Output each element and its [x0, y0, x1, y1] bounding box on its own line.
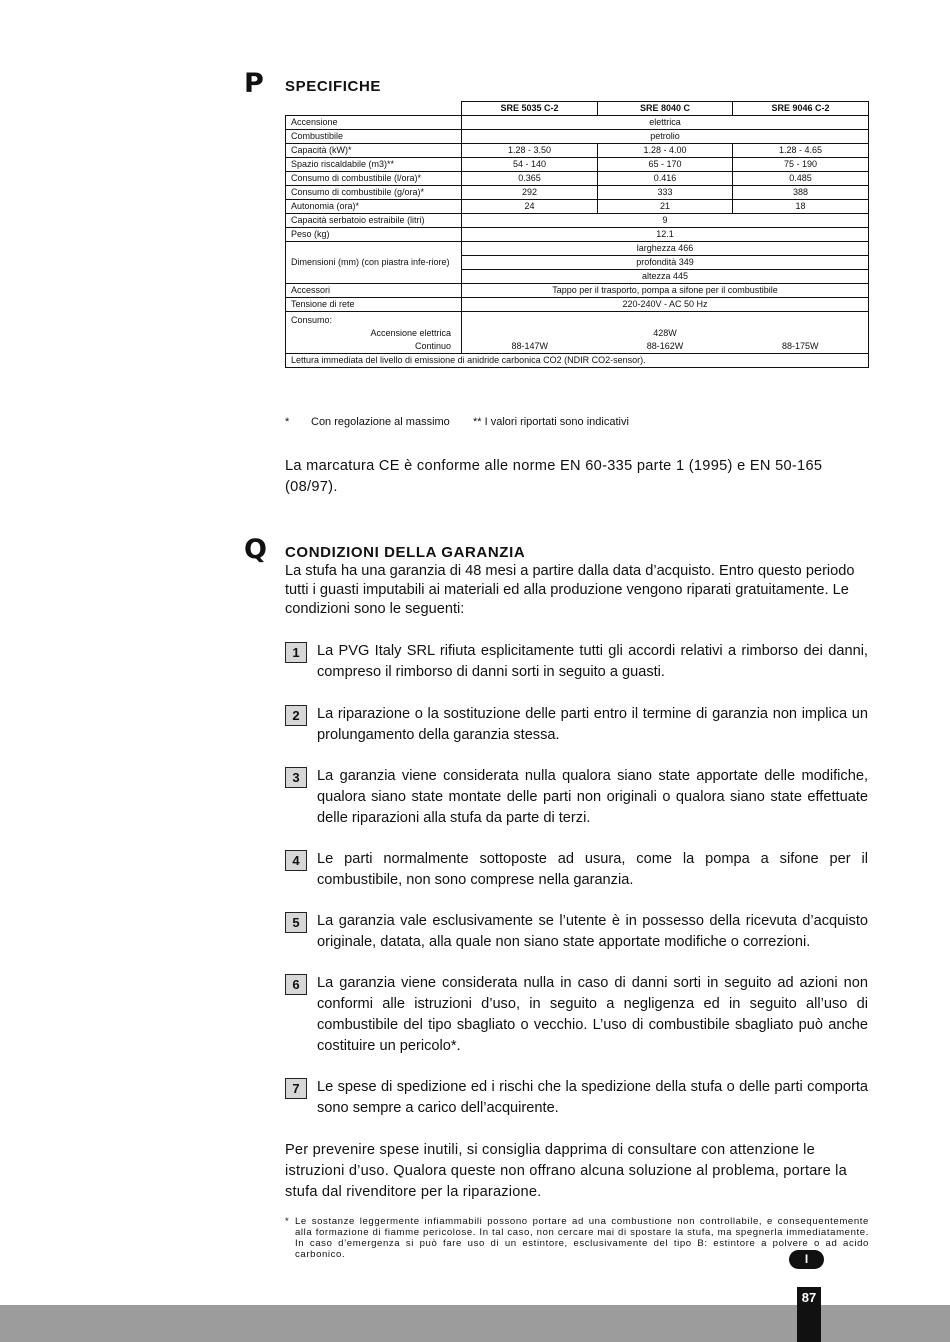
table-row	[286, 186, 869, 200]
row-label: Continuo	[286, 340, 462, 354]
row-label: Capacità (kW)*	[286, 144, 462, 158]
flammable-note	[285, 1216, 869, 1260]
condition-number: 5	[285, 912, 307, 933]
row-label: Spazio riscaldabile (m3)**	[286, 158, 462, 172]
note-text: Le sostanze leggermente infiammabili possono portare ad una combustione non controllabile, e consequentemente alla formazione di fiamme pericolose. In tal caso, non cercare mai di spostare la stufa, ma spegnerla immediatamente. In caso d’emergenza si può fare uso di un estintore, esclusivamente del tipo B: estintore a polvere o ad acido carbonico.	[295, 1216, 869, 1260]
specifications-table	[285, 101, 869, 368]
row-value: larghezza 466	[462, 242, 869, 256]
table-row	[286, 200, 869, 214]
condition-number: 3	[285, 767, 307, 788]
note-star: *	[285, 1216, 290, 1227]
table-row	[286, 312, 869, 328]
row-value: 333	[598, 186, 733, 200]
condition-number: 1	[285, 642, 307, 663]
warranty-condition	[285, 704, 868, 746]
section-title-specifiche: SPECIFICHE	[285, 78, 382, 95]
table-row	[286, 242, 869, 256]
row-value: profondità 349	[462, 256, 869, 270]
condition-number: 4	[285, 850, 307, 871]
page-number: 87	[797, 1287, 821, 1342]
footnote-star: *	[285, 416, 290, 428]
row-value: 88-147W	[462, 340, 598, 354]
section-letter-q: Q	[244, 534, 267, 565]
row-value: 0.416	[598, 172, 733, 186]
table-row	[286, 144, 869, 158]
table-row	[286, 298, 869, 312]
row-value: 88-175W	[733, 340, 869, 354]
section-title-garanzia: CONDIZIONI DELLA GARANZIA	[285, 544, 526, 561]
row-value: 292	[462, 186, 598, 200]
warranty-closing: Per prevenire spese inutili, si consiglia dapprima di consultare con attenzione le istruzioni d’uso. Qualora queste non offrano alcuna soluzione al problema, portare la stufa dal rivenditore per la riparazione.	[285, 1142, 847, 1200]
model-header: SRE 5035 C-2	[462, 102, 598, 116]
table-row	[286, 158, 869, 172]
model-header: SRE 8040 C	[598, 102, 733, 116]
footnote-indicative: ** I valori riportati sono indicativi	[473, 416, 629, 428]
condition-text: Le parti normalmente sottoposte ad usura, come la pompa a sifone per il combustibile, non sono comprese nella garanzia.	[317, 851, 868, 888]
table-row	[286, 172, 869, 186]
table-row	[286, 116, 869, 130]
row-label: Consumo:	[286, 312, 462, 328]
row-value: 88-162W	[598, 340, 733, 354]
section-letter-p: P	[244, 68, 264, 99]
table-row	[286, 130, 869, 144]
warranty-condition	[285, 766, 868, 829]
table-row	[286, 214, 869, 228]
warranty-condition	[285, 849, 868, 891]
condition-number: 7	[285, 1078, 307, 1099]
condition-text: La PVG Italy SRL rifiuta esplicitamente tutti gli accordi relativi a rimborso dei danni, compreso il rimborso di danni sorti in seguito a guasti.	[317, 643, 868, 680]
row-value: 12.1	[462, 228, 869, 242]
table-row	[286, 340, 869, 354]
row-value: 24	[462, 200, 598, 214]
row-label: Accensione elettrica	[286, 327, 462, 340]
row-value: 1.28 - 4.65	[733, 144, 869, 158]
row-value: 54 - 140	[462, 158, 598, 172]
row-value: elettrica	[462, 116, 869, 130]
row-label: Autonomia (ora)*	[286, 200, 462, 214]
table-header-row	[286, 102, 869, 116]
table-row	[286, 327, 869, 340]
table-row	[286, 228, 869, 242]
condition-text: La garanzia viene considerata nulla qualora siano state apportate delle modifiche, qualora siano state montate delle parti non originali o qualora siano state effettuate delle riparazioni alla stufa da parte di terzi.	[317, 768, 868, 826]
row-label: Consumo di combustibile (l/ora)*	[286, 172, 462, 186]
row-label: Peso (kg)	[286, 228, 462, 242]
row-value: 0.365	[462, 172, 598, 186]
row-value: altezza 445	[462, 270, 869, 284]
row-value: 18	[733, 200, 869, 214]
row-value: 9	[462, 214, 869, 228]
warranty-condition	[285, 911, 868, 953]
condition-text: La riparazione o la sostituzione delle parti entro il termine di garanzia non implica un prolungamento della garanzia stessa.	[317, 706, 868, 743]
table-row	[286, 284, 869, 298]
row-value: 428W	[462, 327, 869, 340]
warranty-condition	[285, 973, 868, 1057]
row-value: 65 - 170	[598, 158, 733, 172]
condition-text: La garanzia vale esclusivamente se l’utente è in possesso della ricevuta d’acquisto originale, datata, alla quale non siano state apportate modifiche o correzioni.	[317, 913, 868, 950]
table-row	[286, 354, 869, 368]
warranty-condition	[285, 641, 868, 683]
row-value: petrolio	[462, 130, 869, 144]
condition-number: 6	[285, 974, 307, 995]
warranty-intro: La stufa ha una garanzia di 48 mesi a partire dalla data d’acquisto. Entro questo periodo tutti i guasti imputabili ai materiali ed alla produzione vengono riparati gratuitamente. Le condizioni sono le seguenti:	[285, 563, 855, 617]
row-value: 220-240V - AC 50 Hz	[462, 298, 869, 312]
condition-text: Le spese di spedizione ed i rischi che la spedizione della stufa o delle parti comporta sono sempre a carico dell’acquirente.	[317, 1079, 868, 1116]
model-header: SRE 9046 C-2	[733, 102, 869, 116]
row-label: Accensione	[286, 116, 462, 130]
warranty-condition	[285, 1077, 868, 1119]
specifications-footnote	[285, 416, 629, 428]
row-label: Accessori	[286, 284, 462, 298]
language-badge: I	[789, 1250, 824, 1269]
row-label: Dimensioni (mm) (con piastra infe-riore)	[286, 242, 462, 284]
row-label: Capacità serbatoio estraibile (litri)	[286, 214, 462, 228]
ce-marking-text: La marcatura CE è conforme alle norme EN 60-335 parte 1 (1995) e EN 50-165 (08/97).	[285, 458, 823, 495]
row-label: Combustibile	[286, 130, 462, 144]
condition-text: La garanzia viene considerata nulla in caso di danni sorti in seguito ad azioni non conformi alle istruzioni d’uso, in seguito a negligenza ed in seguito all’uso di combustibile del tipo sbagliato o vecchio. L’uso di combustibile sbagliato può anche costituire un pericolo*.	[317, 975, 868, 1054]
row-label: Tensione di rete	[286, 298, 462, 312]
row-value: Lettura immediata del livello di emissione di anidride carbonica CO2 (NDIR CO2-sensor).	[286, 354, 869, 368]
row-value: 388	[733, 186, 869, 200]
row-label: Consumo di combustibile (g/ora)*	[286, 186, 462, 200]
condition-number: 2	[285, 705, 307, 726]
row-value: 75 - 190	[733, 158, 869, 172]
row-value: 1.28 - 3.50	[462, 144, 598, 158]
row-value: 0.485	[733, 172, 869, 186]
row-value: 21	[598, 200, 733, 214]
row-value: 1.28 - 4.00	[598, 144, 733, 158]
footnote-max: Con regolazione al massimo	[311, 416, 450, 428]
row-value: Tappo per il trasporto, pompa a sifone per il combustibile	[462, 284, 869, 298]
